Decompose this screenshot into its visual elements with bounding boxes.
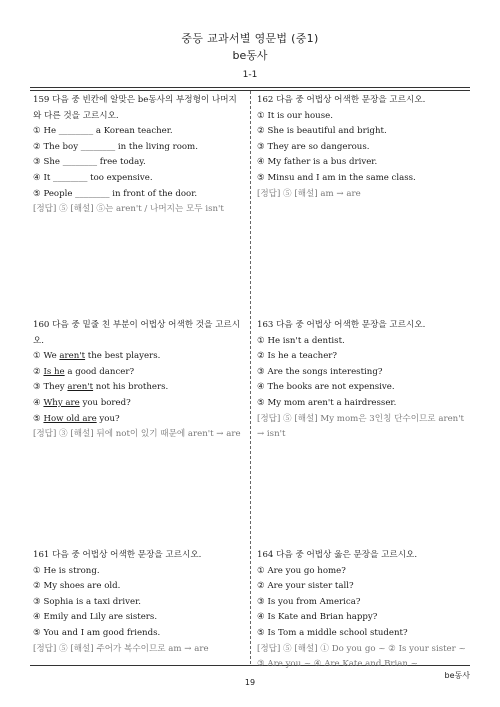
option-5: ⑤ You and I am good friends. [33, 627, 161, 638]
question-162 [257, 93, 469, 202]
question-stem: 161 다음 중 어법상 어색한 문장을 고르시오. [33, 550, 202, 560]
option-1: ① It is our house. [257, 110, 333, 121]
option-1: ① He is strong. [33, 565, 100, 576]
option-3: ③ They aren't not his brothers. [33, 382, 169, 393]
option-1: ① He isn't a dentist. [257, 335, 345, 346]
option-1: ① Are you go home? [257, 565, 346, 576]
question-stem: 159 다음 중 빈칸에 알맞은 be동사의 부정형이 나머지와 다른 것을 고르시오. [33, 95, 237, 121]
option-4: ④ Is Kate and Brian happy? [257, 612, 378, 623]
underlined-phrase: aren't [59, 351, 86, 362]
document-title: 중등 교과서별 영문법 (중1) [181, 32, 319, 45]
option-2: ② Is he a good dancer? [33, 366, 135, 377]
option-3: ③ Are the songs interesting? [257, 366, 383, 377]
underlined-phrase: Is he [43, 366, 65, 377]
option-3: ③ Is you from America? [257, 596, 361, 607]
option-2: ② The boy ________ in the living room. [33, 141, 198, 152]
option-2: ② Are your sister tall? [257, 581, 354, 592]
question-161 [33, 548, 245, 657]
option-2: ② She is beautiful and bright. [257, 126, 387, 137]
option-5: ⑤ Minsu and I am in the same class. [257, 172, 416, 183]
option-5: ⑤ People ________ in front of the door. [33, 188, 198, 199]
option-5: ⑤ How old are you? [33, 413, 120, 424]
question-stem: 162 다음 중 어법상 어색한 문장을 고르시오. [257, 95, 426, 105]
answer-explanation: [정답] ⑤ [해설] ① Do you go ~ ② Is your sister ~ ③ Are you ~ ④ Are Kate and Brian ~ [257, 643, 466, 670]
option-5: ⑤ Is Tom a middle school student? [257, 627, 408, 638]
question-164 [257, 548, 469, 673]
question-stem: 160 다음 중 밑줄 친 부분이 어법상 어색한 것을 고르시오. [33, 320, 241, 346]
option-4: ④ My father is a bus driver. [257, 157, 378, 168]
option-4: ④ Why are you bored? [33, 397, 131, 408]
answer-explanation: [정답] ⑤ [해설] ⑤는 aren't / 나머지는 모두 isn't [33, 204, 224, 215]
page-number: 19 [244, 678, 256, 687]
answer-explanation: [정답] ③ [해설] 뒤에 not이 있기 때문에 aren't → are [33, 429, 241, 440]
option-3: ③ Sophia is a taxi driver. [33, 596, 141, 607]
answer-explanation: [정답] ⑤ [해설] 주어가 복수이므로 am → are [33, 643, 209, 654]
column-divider [250, 91, 251, 664]
answer-explanation: [정답] ⑤ [해설] am → are [257, 188, 361, 199]
option-4: ④ Emily and Lily are sisters. [33, 612, 158, 623]
question-160 [33, 318, 245, 443]
document-subtitle: be동사 [232, 49, 268, 62]
option-2: ② My shoes are old. [33, 581, 121, 592]
answer-explanation: [정답] ⑤ [해설] My mom은 3인칭 단수이므로 aren't → isn't [257, 413, 465, 440]
option-3: ③ They are so dangerous. [257, 141, 370, 152]
underlined-phrase: aren't [67, 382, 94, 393]
option-1: ① He ________ a Korean teacher. [33, 126, 173, 137]
question-159 [33, 93, 245, 218]
footer-section-label: be동사 [444, 671, 470, 680]
option-3: ③ She ________ free today. [33, 157, 146, 168]
option-4: ④ It ________ too expensive. [33, 172, 153, 183]
option-1: ① We aren't the best players. [33, 351, 161, 362]
question-stem: 164 다음 중 어법상 옳은 문장을 고르시오. [257, 550, 418, 560]
option-4: ④ The books are not expensive. [257, 382, 395, 393]
question-stem: 163 다음 중 어법상 어색한 문장을 고르시오. [257, 320, 426, 330]
option-2: ② Is he a teacher? [257, 351, 338, 362]
underlined-phrase: Why are [43, 397, 80, 408]
underlined-phrase: How old are [43, 413, 97, 424]
question-163 [257, 318, 469, 443]
page-label: 1-1 [242, 70, 258, 80]
option-5: ⑤ My mom aren't a hairdresser. [257, 397, 397, 408]
